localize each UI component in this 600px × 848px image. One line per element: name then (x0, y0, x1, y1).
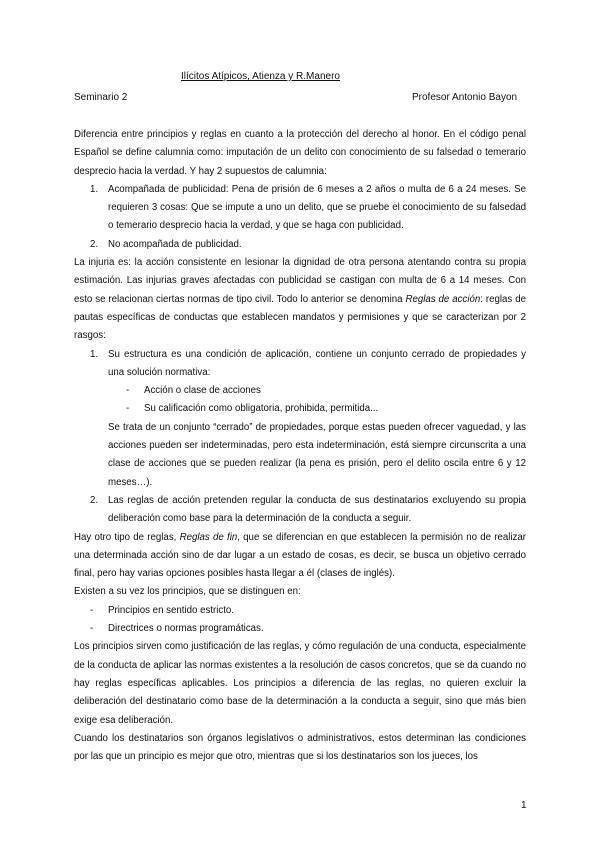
list-item-text: Las reglas de acción pretenden regular la conducta de sus destinatarios excluyendo su propia deliberación como base para la determinación de la conducta a seguir. (108, 494, 526, 525)
reglas-accion-term: Reglas de acción (405, 293, 481, 305)
principio-text: Principios en sentido estricto. (108, 604, 234, 616)
rasgo-note: Se trata de un conjunto “cerrado” de propiedades, porque estas pueden ofrecer vaguedad, y las acciones pueden ser indeterminadas, pero esta indeterminación, está siempre circunscrita a una clase de acciones que se pueden realizar (la pena es prisión, pero el delito oscila entre 6 y 12 meses…). (108, 421, 526, 488)
rasgos-list (74, 346, 526, 529)
calumnia-item (74, 181, 526, 236)
fin-text-a: Hay otro tipo de reglas, (74, 531, 180, 543)
principios-paragraph: Los principios sirven como justificación de las reglas, y cómo regulación de una conducta, especialmente de la conducta de aplicar las normas existentes a la resolución de casos concretos, que se da cuando no hay reglas específicas aplicables. Los principios a diferencia de las reglas, no quieren excluir la deliberación del destinatario como base de la determinación a la conducta a seguir, sino que más bien exige esa deliberación. (74, 641, 526, 726)
fin-text-b: , que se diferencian en que establecen la permisión no de realizar una determinada acción sino de dar lugar a un estado de cosas, es decir, se busca un objetivo cerrado final, pero hay varias opciones posibles hasta llegar a él (clases de inglés). (74, 531, 526, 580)
page-number: 1 (521, 800, 527, 811)
sub-item-text: Acción o clase de acciones (144, 385, 261, 397)
reglas-fin-paragraph (74, 529, 526, 584)
list-item-text: Acompañada de publicidad: Pena de prisión de 6 meses a 2 años o multa de 6 a 24 meses. Se requieren 3 cosas: Que se impute a uno un delito, que se pruebe el conocimiento de su falsedad o temerario desprecio hacia la verdad, y que se haga con publicidad. (108, 183, 526, 232)
professor-label: Profesor Antonio Bayon (412, 92, 518, 103)
principios-intro: Existen a su vez los principios, que se distinguen en: (74, 586, 301, 598)
principio-text: Directrices o normas programáticas. (108, 623, 264, 635)
list-number: 2. (90, 238, 99, 250)
reglas-fin-term: Reglas de fin (179, 531, 238, 543)
list-item-text: Su estructura es una condición de aplicación, contiene un conjunto cerrado de propiedades y una solución normativa: (108, 348, 526, 378)
sub-item: - Acción o clase de acciones (126, 385, 261, 397)
seminar-label: Seminario 2 (74, 92, 128, 103)
rasgo-item (74, 346, 526, 492)
list-number: 2. (90, 494, 99, 506)
sub-item: - Su calificación como obligatoria, prohibida, permitida... (126, 403, 379, 415)
injuria-paragraph (74, 254, 526, 345)
injuria-text-b: : reglas de pautas específicas de conductas que establecen mandatos y permisiones y que se caracterizan por 2 rasgos: (74, 293, 526, 342)
intro-paragraph: Diferencia entre principios y reglas en cuanto a la protección del derecho al honor. En el código penal Español se define calumnia como: imputación de un delito con conocimiento de su falsedad o temerario desprecio hacia la verdad. Y hay 2 supuestos de calumnia: (74, 129, 526, 177)
rasgo-sublist (108, 382, 526, 419)
principio-item: - Principios en sentido estricto. (90, 604, 234, 616)
document-body (74, 126, 526, 766)
injuria-text-a: La injuria es: la acción consistente en lesionar la dignidad de otra persona atentando contra su propia estimación. Las injurias graves afectadas con publicidad se castigan con multa de 6 a 14 meses. Con esto se relacionan ciertas normas de tipo civil. Todo lo anterior se denomina (74, 257, 526, 305)
list-number: 1. (90, 348, 99, 360)
calumnia-list (74, 181, 526, 254)
principio-item: - Directrices o normas programáticas. (90, 623, 264, 635)
calumnia-item (74, 236, 526, 254)
destinatarios-paragraph: Cuando los destinatarios son órganos legislativos o administrativos, estos determinan las condiciones por las que un principio es mejor que otro, mientras que si los destinatarios son los jueces, los (74, 732, 526, 763)
list-number: 1. (90, 183, 99, 195)
sub-item-text: Su calificación como obligatoria, prohibida, permitida... (144, 403, 379, 415)
rasgo-item (74, 492, 526, 529)
list-item-text: No acompañada de publicidad. (108, 238, 242, 250)
principios-list (74, 602, 526, 639)
document-title: Ilícitos Atípicos, Atienza y R.Manero (181, 71, 340, 82)
